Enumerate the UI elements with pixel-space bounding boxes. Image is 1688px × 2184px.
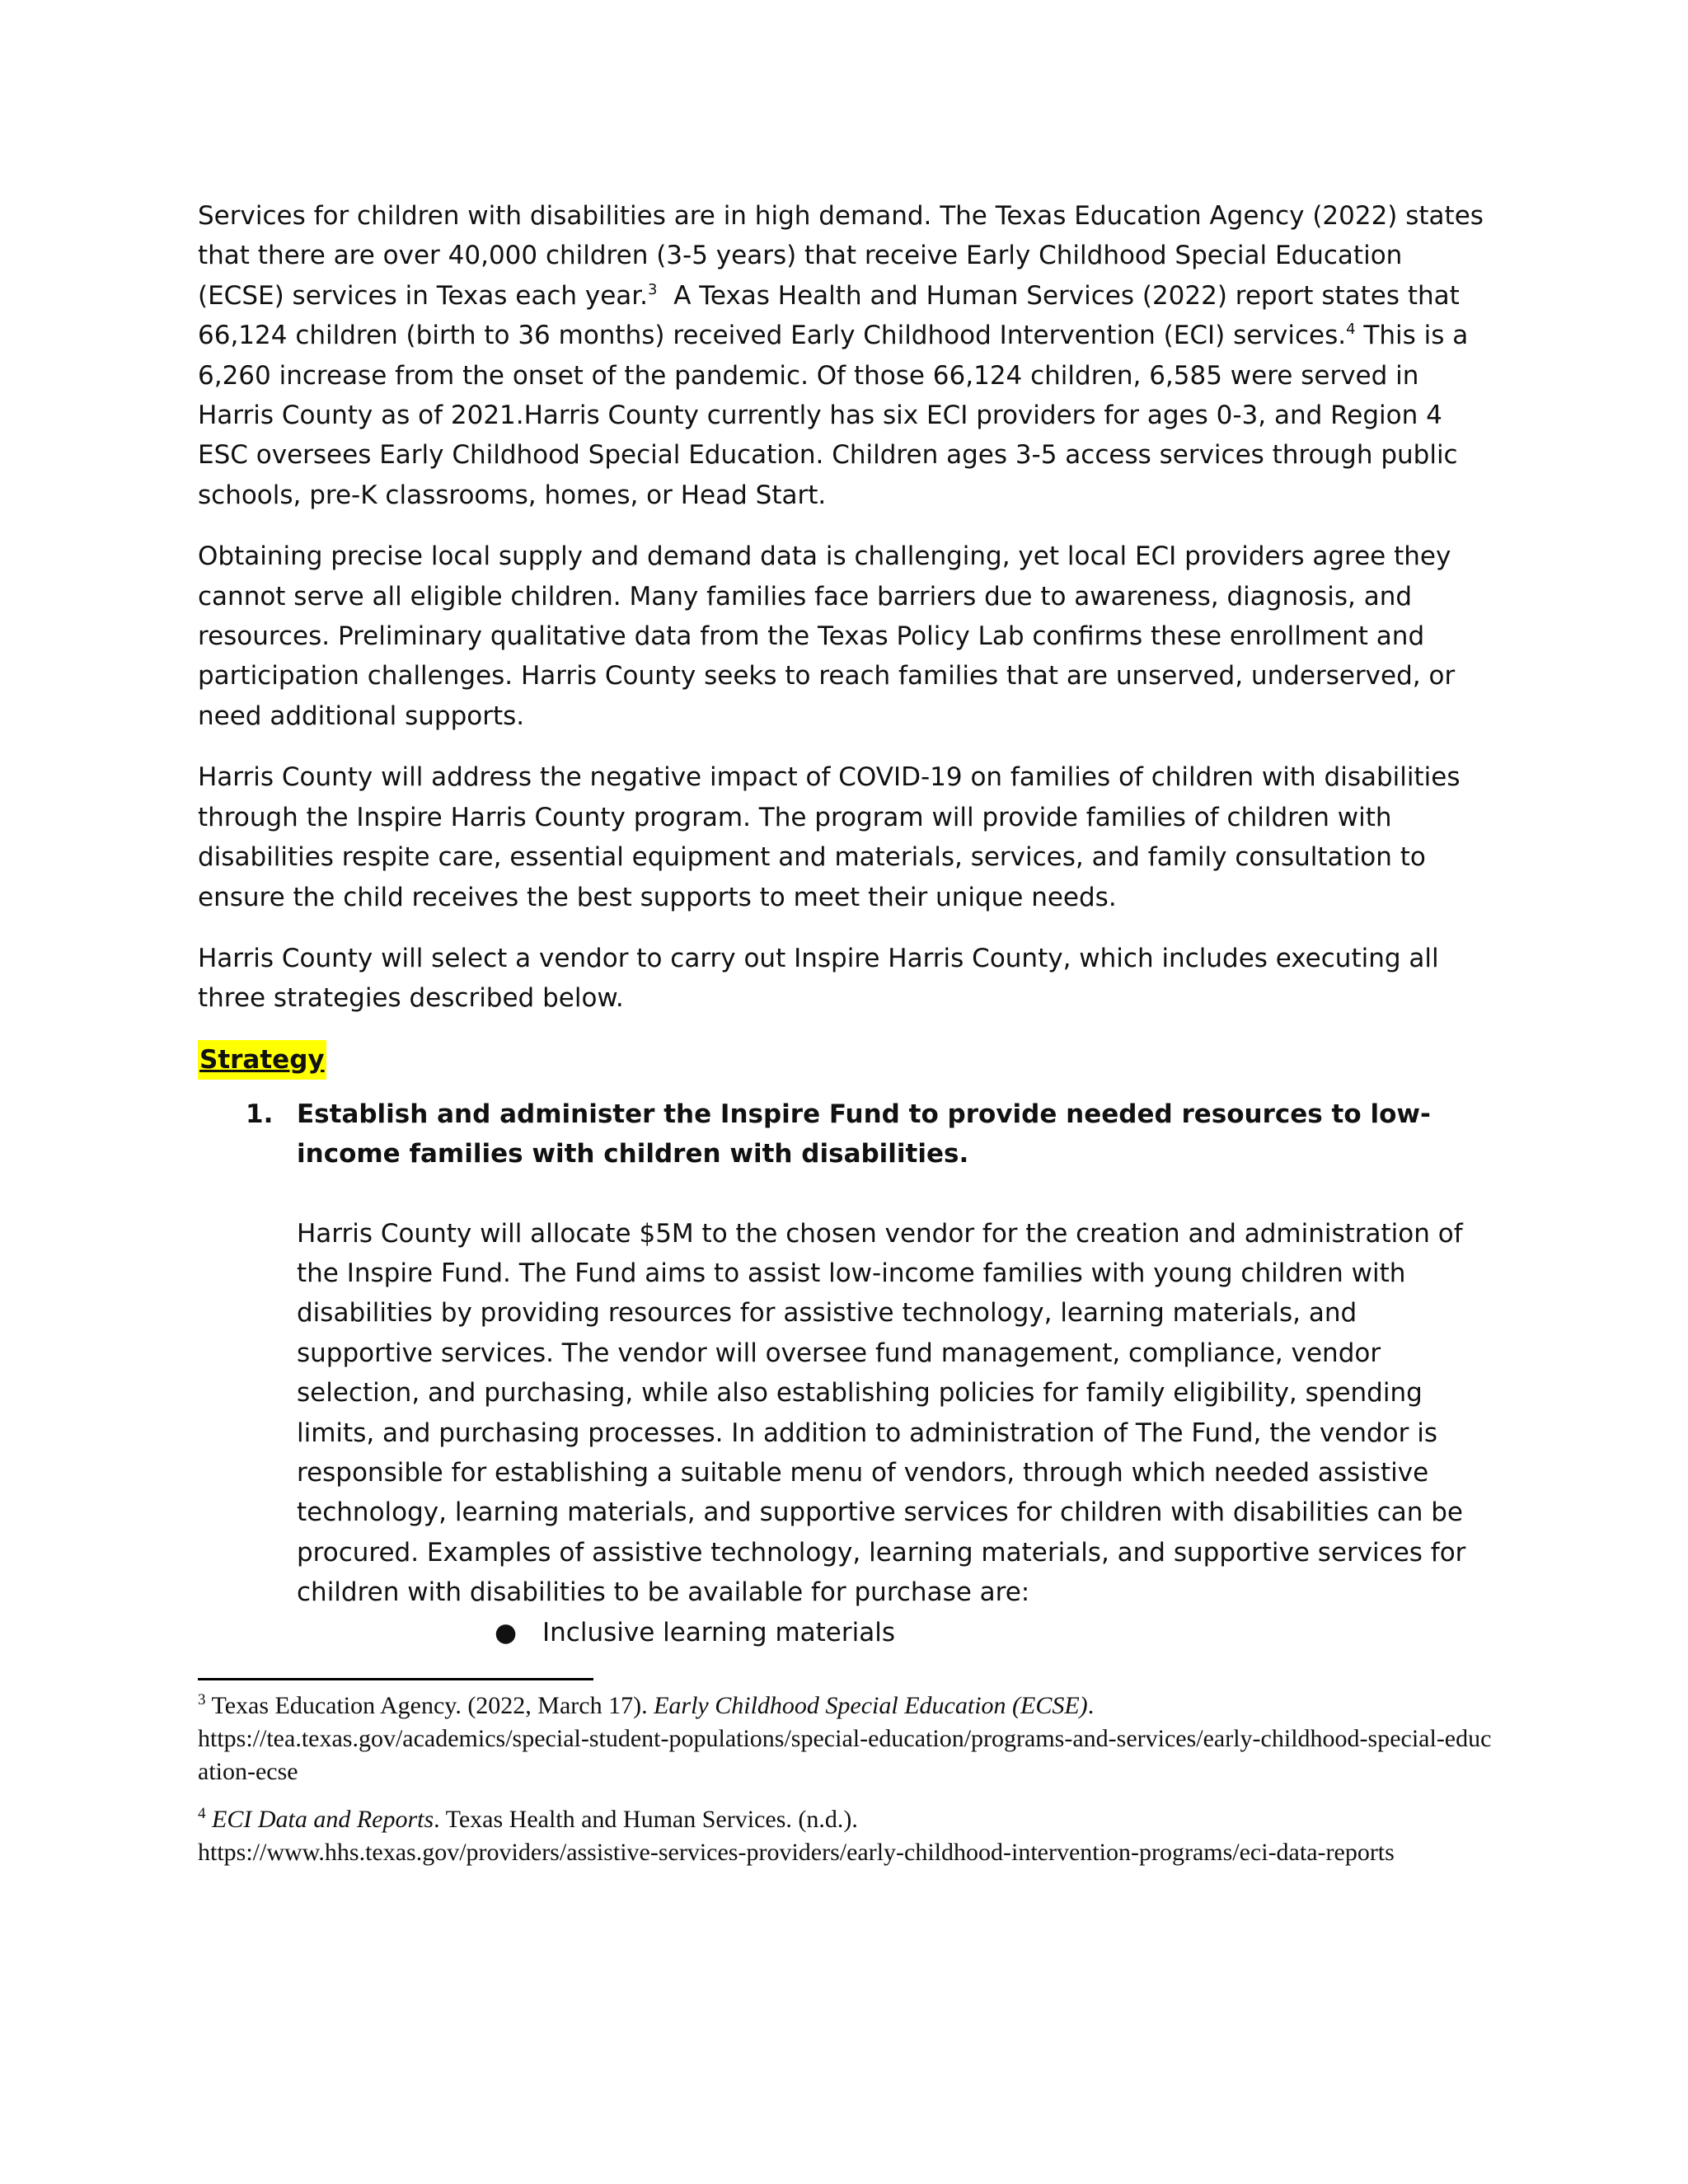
footnote-title: Early Childhood Special Education (ECSE): [654, 1692, 1088, 1719]
bullet-icon: ●: [495, 1617, 518, 1647]
paragraph-covid-impact: Harris County will address the negative impact of COVID-19 on families of children with disabilities through the Inspire Harris County program. The program will provide families of children with disabilities respite care, essential equipment and materials, services, and family consultation to ensure the child receives the best supports to meet their unique needs.: [198, 762, 1461, 912]
footnote-text: Texas Education Agency. (2022, March 17).: [205, 1692, 654, 1719]
paragraph-text: Services for children with disabilities are in high demand. The Texas Education Agency (2022) states that there are over 40,000 children (3-5 years) that receive Early Childhood Special Education (ECSE) services in Texas each year.: [198, 201, 1484, 311]
footnote-4: [198, 1803, 1500, 1869]
item-title: Establish and administer the Inspire Fund to provide needed resources to low-income families with children with disabilities.: [297, 1099, 1431, 1169]
footnote-text: .: [1087, 1692, 1095, 1719]
strategy-heading-wrap: [198, 1040, 1496, 1094]
main-body: [198, 196, 1496, 1652]
footnote-divider: [198, 1678, 593, 1680]
footnote-number: 4: [198, 1805, 206, 1822]
footnote-text: . Texas Health and Human Services. (n.d.).: [434, 1806, 858, 1833]
paragraph-services-demand: [198, 196, 1496, 515]
bullet-list: [198, 1613, 1496, 1652]
strategy-item-1: [198, 1094, 1496, 1613]
footnote-text: [206, 1806, 213, 1833]
footnotes: [198, 1690, 1500, 1884]
strategy-heading: Strategy: [198, 1040, 326, 1080]
footnote-link[interactable]: https://www.hhs.texas.gov/providers/assistive-services-providers/early-childhood-intervention-programs/eci-data-reports: [198, 1839, 1395, 1866]
footnote-number: 3: [198, 1691, 206, 1708]
footnote-ref-4[interactable]: 4: [1346, 321, 1356, 339]
paragraph-text: A Texas Health and Human Services (2022) report states that 66,124 children (birth to 36 months) received Early Childhood Intervention (ECI) services.: [198, 280, 1476, 351]
list-item: Inclusive learning materials: [542, 1617, 895, 1647]
footnote-ref-3[interactable]: 3: [648, 280, 658, 298]
paragraph-vendor-selection: Harris County will select a vendor to carry out Inspire Harris County, which includes executing all three strategies described below.: [198, 943, 1439, 1014]
item-body: Harris County will allocate $5M to the chosen vendor for the creation and administration of the Inspire Fund. The Fund aims to assist low-income families with young children with disabilities by providing resources for assistive technology, learning materials, and supportive services. The vendor will oversee fund management, compliance, vendor selection, and purchasing, while also establishing policies for family eligibility, spending limits, and purchasing processes. In addition to administration of The Fund, the vendor is responsible for establishing a suitable menu of vendors, through which needed assistive technology, learning materials, and supportive services for children with disabilities can be procured. Examples of assistive technology, learning materials, and supportive services for children with disabilities to be available for purchase are:: [297, 1218, 1466, 1608]
paragraph-text: This is a 6,260 increase from the onset of the pandemic. Of those 66,124 children, 6,585 were served in Harris County as of 2021.Harris County currently has six ECI providers for ages 0-3, and Region 4 ESC oversees Early Childhood Special Education. Children ages 3-5 access services through public schools, pre-K classrooms, homes, or Head Start.: [198, 321, 1469, 510]
footnote-link[interactable]: https://tea.texas.gov/academics/special-student-populations/special-education/programs-and-services/early-childhood-special-education-ecse: [198, 1725, 1492, 1785]
item-number: 1.: [246, 1099, 274, 1129]
footnote-3: [198, 1690, 1500, 1788]
footnote-title: ECI Data and Reports: [212, 1806, 434, 1833]
paragraph-supply-demand: Obtaining precise local supply and demand data is challenging, yet local ECI providers agree they cannot serve all eligible children. Many families face barriers due to awareness, diagnosis, and resources. Preliminary qualitative data from the Texas Policy Lab confirms these enrollment and participation challenges. Harris County seeks to reach families that are unserved, underserved, or need additional supports.: [198, 541, 1456, 731]
